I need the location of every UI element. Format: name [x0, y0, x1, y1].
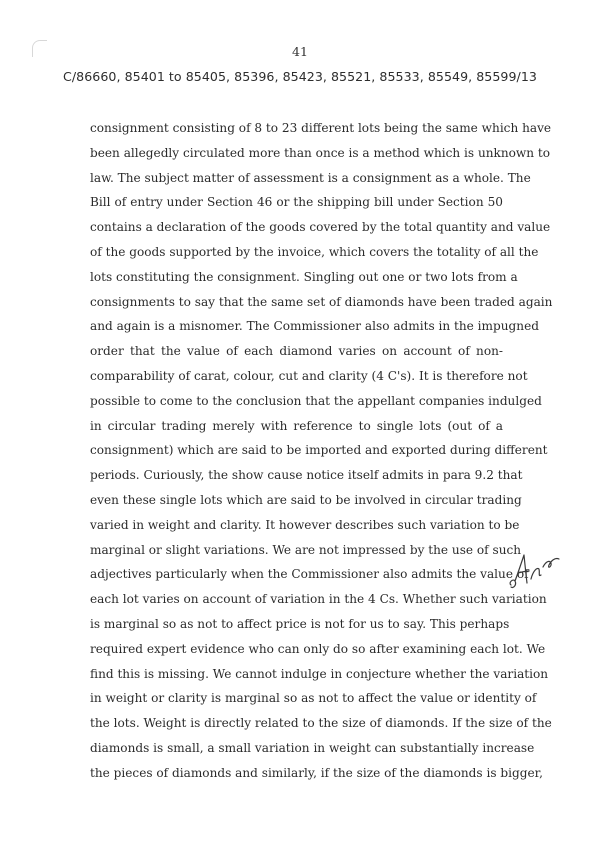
- body-line: comparability of carat, colour, cut and clarity (4 C's). It is therefore not: [90, 368, 528, 383]
- body-line: possible to come to the conclusion that the appellant companies indulged: [90, 393, 542, 408]
- handwritten-signature-icon: [505, 545, 565, 593]
- body-line: is marginal so as not to affect price is not for us to say. This perhaps: [90, 616, 510, 631]
- case-reference: C/86660, 85401 to 85405, 85396, 85423, 85521, 85533, 85549, 85599/13: [63, 69, 537, 84]
- body-line: the pieces of diamonds and similarly, if the size of the diamonds is bigger,: [90, 765, 543, 780]
- body-line: law. The subject matter of assessment is a consignment as a whole. The: [90, 170, 531, 185]
- body-line: contains a declaration of the goods covered by the total quantity and value: [90, 220, 551, 235]
- body-line: marginal or slight variations. We are not impressed by the use of such: [90, 542, 522, 557]
- body-line: adjectives particularly when the Commissioner also admits the value of: [90, 567, 529, 582]
- body-line: diamonds is small, a small variation in weight can substantially increase: [90, 740, 535, 755]
- body-line: order that the value of each diamond varies on account of non-: [90, 344, 503, 359]
- body-line: varied in weight and clarity. It however describes such variation to be: [90, 517, 520, 532]
- body-line: the lots. Weight is directly related to the size of diamonds. If the size of the: [90, 716, 552, 731]
- body-line: required expert evidence who can only do so after examining each lot. We: [90, 641, 546, 656]
- body-line: been allegedly circulated more than once is a method which is unknown to: [90, 145, 551, 160]
- body-line: each lot varies on account of variation in the 4 Cs. Whether such variation: [90, 592, 547, 607]
- body-line: in circular trading merely with reference to single lots (out of a: [90, 418, 503, 433]
- page-number: 41: [292, 44, 308, 59]
- body-line: consignment) which are said to be imported and exported during different: [90, 443, 548, 458]
- body-line: lots constituting the consignment. Singling out one or two lots from a: [90, 269, 518, 284]
- body-line: Bill of entry under Section 46 or the shipping bill under Section 50: [90, 195, 503, 210]
- body-line: consignments to say that the same set of diamonds have been traded again: [90, 294, 553, 309]
- body-line: consignment consisting of 8 to 23 different lots being the same which have: [90, 121, 552, 135]
- body-line: and again is a misnomer. The Commissioner also admits in the impugned: [90, 319, 539, 334]
- body-line: in weight or clarity is marginal so as not to affect the value or identity of: [90, 691, 537, 706]
- document-body: [90, 116, 553, 786]
- body-line: periods. Curiously, the show cause notice itself admits in para 9.2 that: [90, 468, 523, 483]
- body-line: find this is missing. We cannot indulge in conjecture whether the variation: [90, 666, 549, 681]
- body-line: even these single lots which are said to be involved in circular trading: [90, 492, 522, 507]
- body-line: of the goods supported by the invoice, which covers the totality of all the: [90, 244, 539, 259]
